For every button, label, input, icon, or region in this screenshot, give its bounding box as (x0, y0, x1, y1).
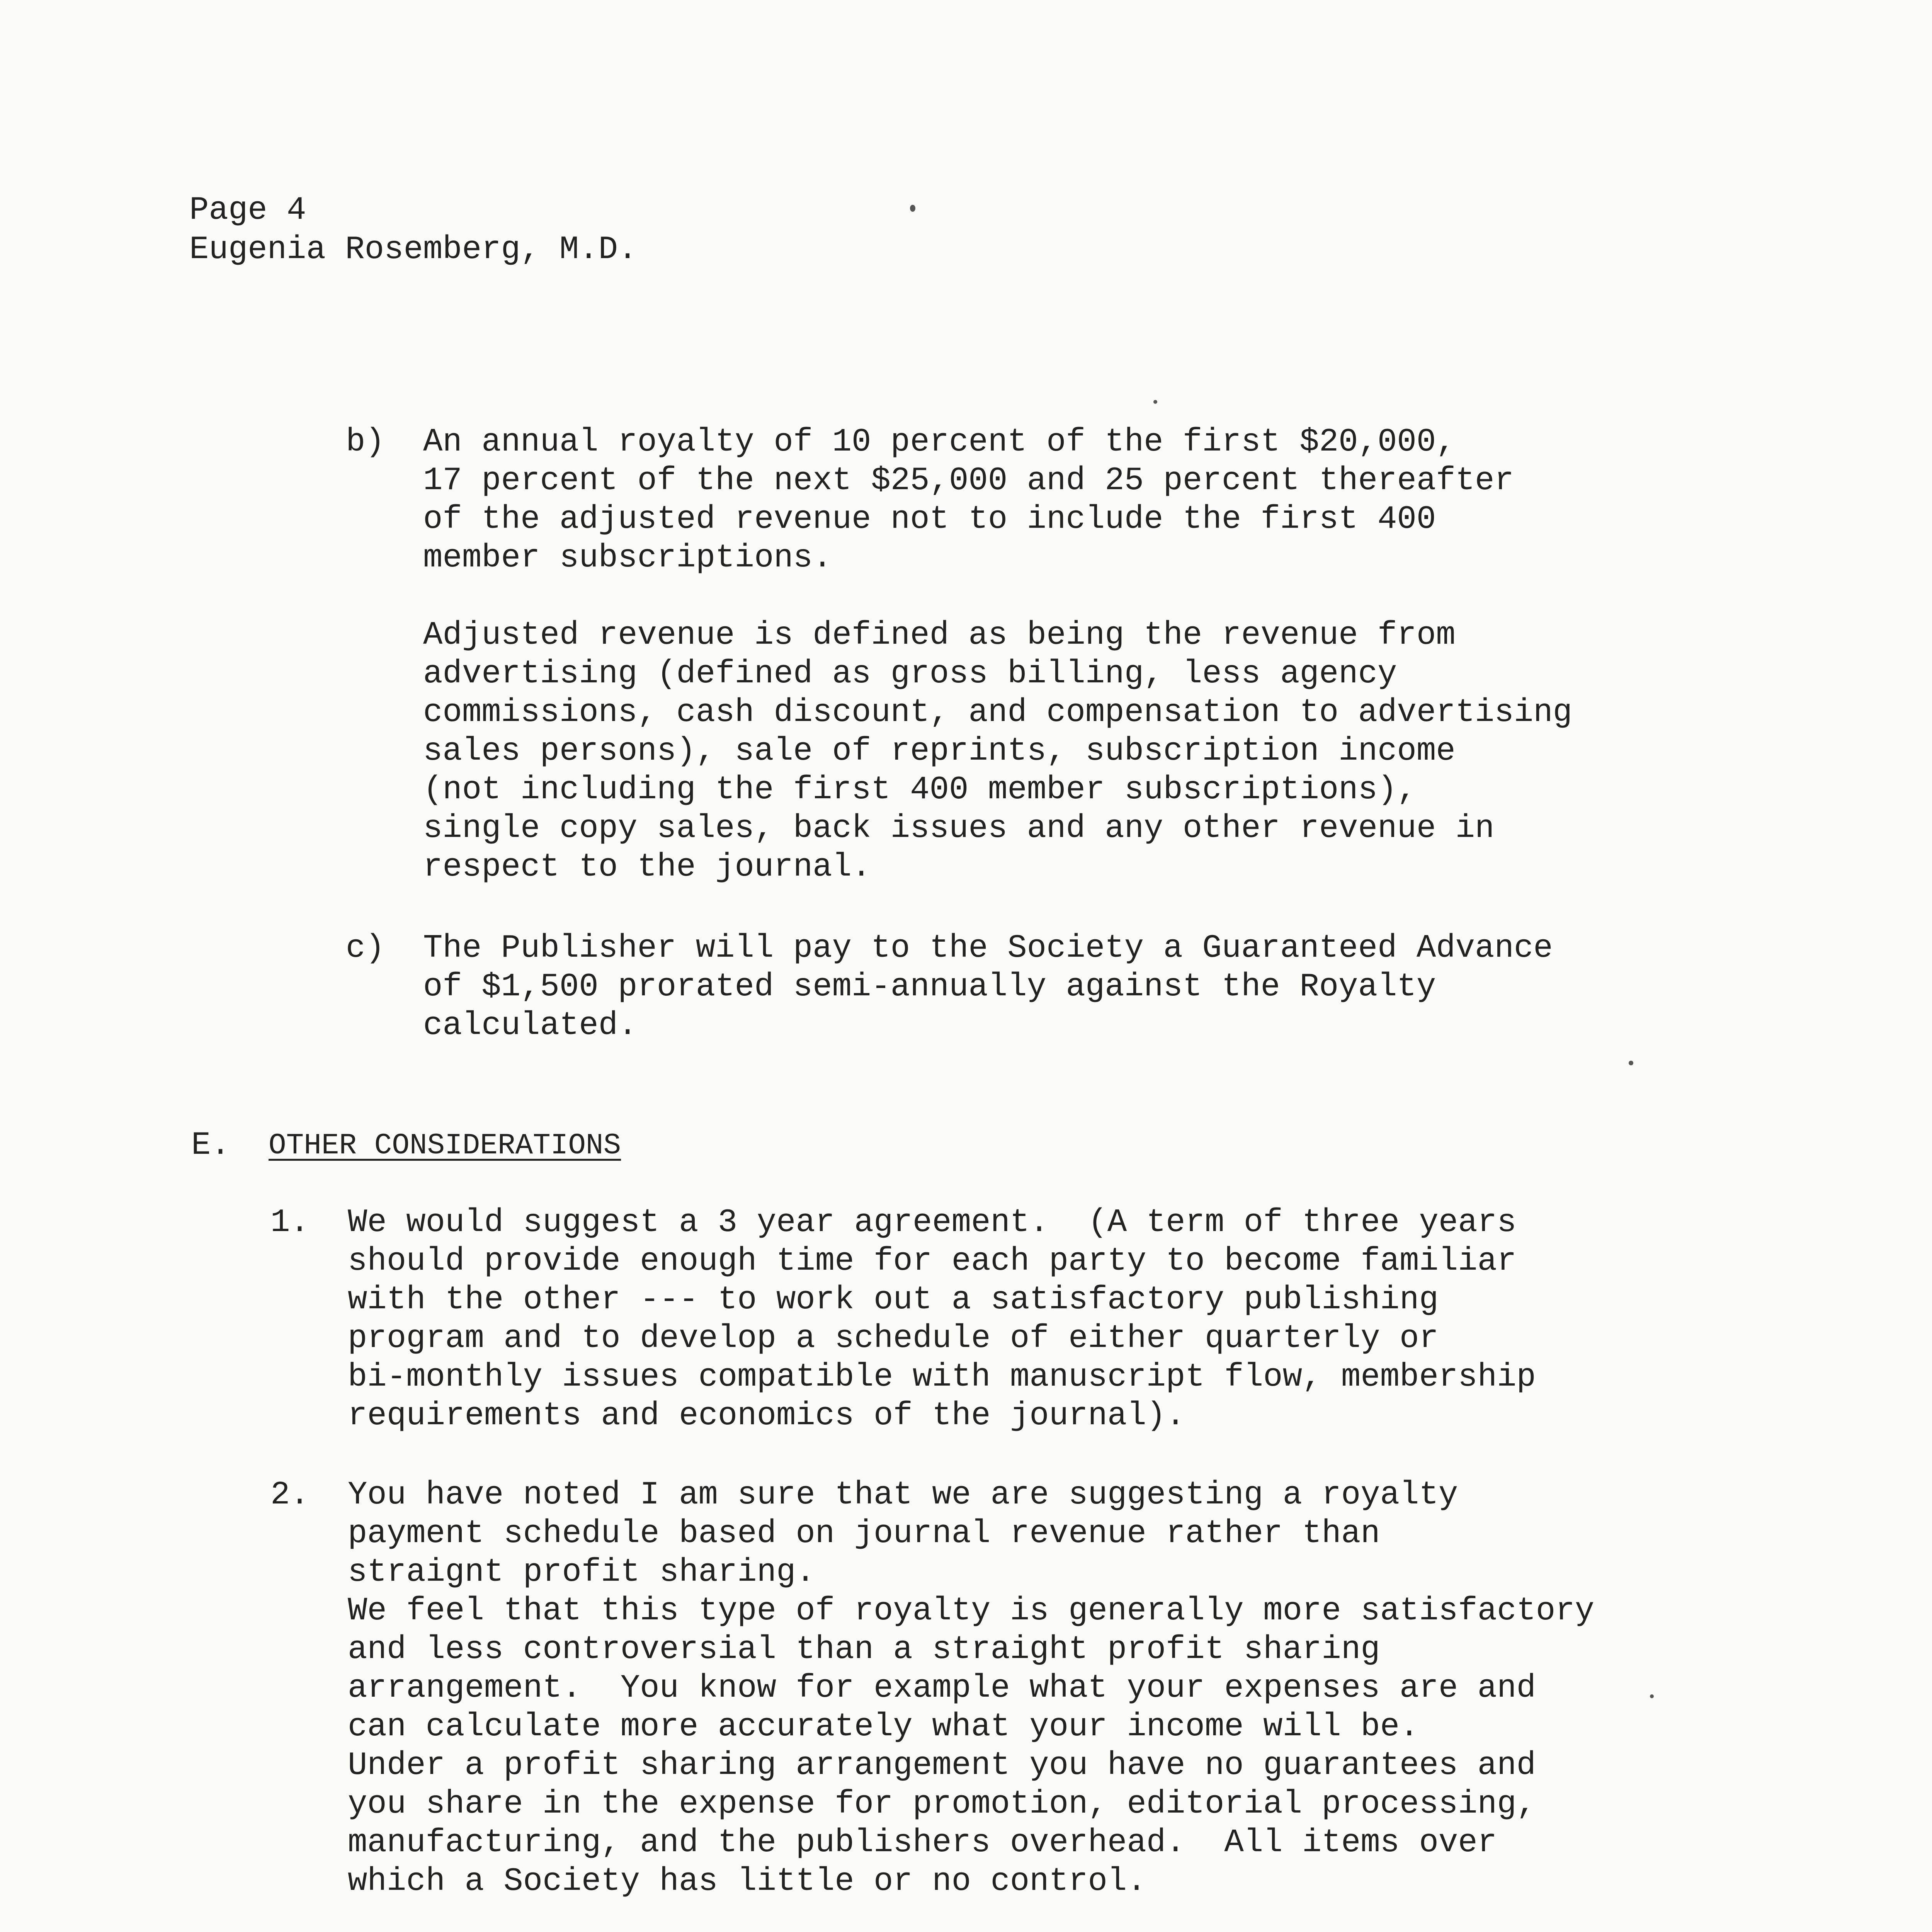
item-2-line: manufacturing, and the publishers overhead. All items over (348, 1825, 1497, 1861)
item-2-line: payment schedule based on journal revenue rather than (348, 1515, 1380, 1552)
item-c-line: The Publisher will pay to the Society a Guaranteed Advance (423, 930, 1553, 967)
item-1-line: requirements and economics of the journal). (348, 1398, 1185, 1434)
item-c-marker: c) (346, 930, 385, 967)
item-b-line: of the adjusted revenue not to include the first 400 (423, 501, 1436, 538)
item-2-line: We feel that this type of royalty is generally more satisfactory (348, 1593, 1595, 1629)
adjusted-revenue-line: Adjusted revenue is defined as being the revenue from (423, 617, 1456, 654)
scan-speck (1153, 400, 1157, 404)
adjusted-revenue-line: respect to the journal. (423, 849, 871, 886)
item-1-line: program and to develop a schedule of either quarterly or (348, 1320, 1439, 1357)
section-e-marker: E. (191, 1127, 230, 1164)
item-2-line: straignt profit sharing. (348, 1554, 815, 1591)
item-2-line: can calculate more accurately what your income will be. (348, 1709, 1419, 1745)
item-b-line: member subscriptions. (423, 540, 832, 577)
adjusted-revenue-line: single copy sales, back issues and any other revenue in (423, 810, 1495, 847)
item-b-line: An annual royalty of 10 percent of the first $20,000, (423, 424, 1456, 461)
scan-speck (1650, 1694, 1654, 1698)
item-c-line: calculated. (423, 1007, 638, 1044)
item-1-line: We would suggest a 3 year agreement. (A term of three years (348, 1204, 1517, 1241)
recipient-name: Eugenia Rosemberg, M.D. (189, 231, 638, 268)
item-b-line: 17 percent of the next $25,000 and 25 percent thereafter (423, 463, 1514, 499)
scan-speck (1629, 1061, 1633, 1065)
section-e-heading: OTHER CONSIDERATIONS (269, 1129, 621, 1162)
adjusted-revenue-line: sales persons), sale of reprints, subscription income (423, 733, 1456, 770)
item-1-line: bi-monthly issues compatible with manuscript flow, membership (348, 1359, 1536, 1396)
item-2-line: You have noted I am sure that we are suggesting a royalty (348, 1477, 1458, 1514)
adjusted-revenue-line: commissions, cash discount, and compensation to advertising (423, 694, 1573, 731)
scan-speck (910, 205, 915, 212)
item-2-line: which a Society has little or no control. (348, 1863, 1146, 1900)
page-number: Page 4 (189, 192, 306, 229)
item-b-marker: b) (346, 424, 385, 461)
item-2-marker: 2. (270, 1477, 310, 1514)
item-1-line: should provide enough time for each party to become familiar (348, 1243, 1517, 1280)
adjusted-revenue-line: (not including the first 400 member subscriptions), (423, 772, 1417, 808)
item-2-line: Under a profit sharing arrangement you have no guarantees and (348, 1747, 1536, 1784)
item-c-line: of $1,500 prorated semi-annually against the Royalty (423, 969, 1436, 1005)
item-2-line: you share in the expense for promotion, editorial processing, (348, 1786, 1536, 1823)
item-1-line: with the other --- to work out a satisfactory publishing (348, 1282, 1439, 1318)
adjusted-revenue-line: advertising (defined as gross billing, less agency (423, 656, 1397, 692)
item-2-line: and less controversial than a straight profit sharing (348, 1631, 1380, 1668)
item-1-marker: 1. (270, 1204, 310, 1241)
item-2-line: arrangement. You know for example what your expenses are and (348, 1670, 1536, 1707)
